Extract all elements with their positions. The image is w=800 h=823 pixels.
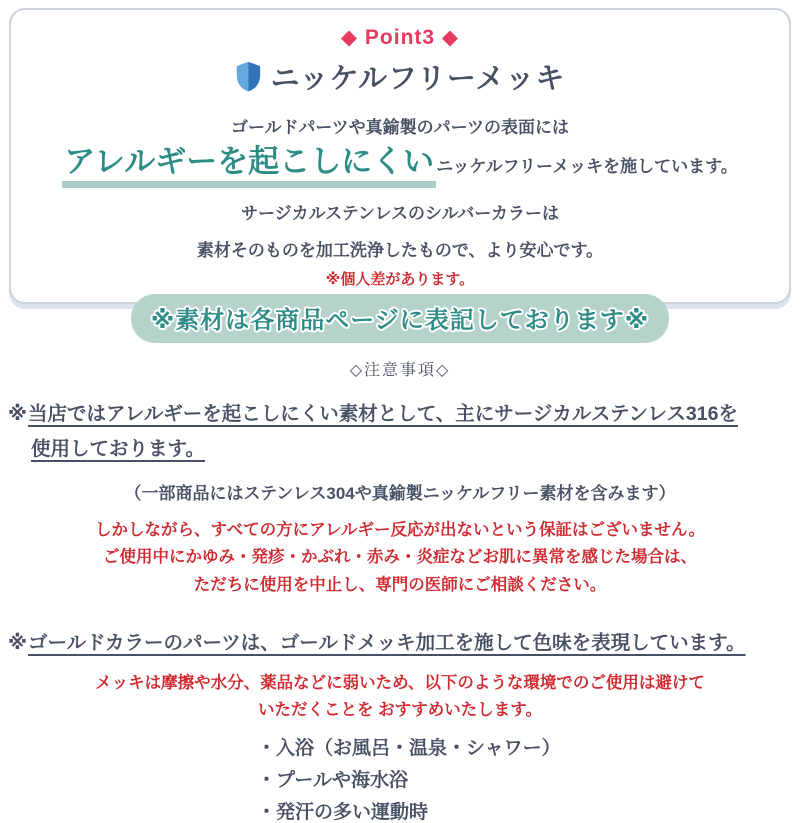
card-line-3: 素材そのものを加工洗浄したもので、より安心です。 <box>196 240 604 260</box>
warning-line: ご使用中にかゆみ・発疹・かぶれ・赤み・炎症などお肌に異常を感じた場合は、 <box>103 548 697 567</box>
warning-line: ただちに使用を中止し、専門の医師にご相談ください。 <box>193 575 607 594</box>
highlight-row <box>11 144 789 188</box>
notice-item-text: 当店ではアレルギーを起こしにくい素材として、主にサージカルステンレス316を <box>27 403 738 425</box>
kome-mark: ※ <box>8 403 27 425</box>
notice-item-text: 使用しております。 <box>31 437 205 460</box>
allergy-warning <box>0 517 800 598</box>
sub-note: （一部商品にはステンレス304や真鍮製ニッケルフリー素材を含みます） <box>124 484 676 504</box>
list-item: ・入浴（お風呂・温泉・シャワー） <box>257 738 561 760</box>
notice-heading: ◇注意事項◇ <box>349 362 451 379</box>
point3-card <box>9 8 791 334</box>
list-item: ・発汗の多い運動時 <box>257 802 429 823</box>
card-line-2: サージカルステンレスのシルバーカラーは <box>240 203 560 223</box>
point-label: ◆ Point3 ◆ <box>340 26 460 49</box>
list-item: ・プールや海水浴 <box>257 770 409 792</box>
card-title: ニッケルフリーメッキ <box>270 63 566 95</box>
notice-item-text: ゴールドカラーのパーツは、ゴールドメッキ加工を施して色味を表現しています。 <box>27 631 746 654</box>
notice-item-line <box>8 397 800 432</box>
shield-icon <box>235 61 262 92</box>
individual-difference-note: ※個人差があります。 <box>325 270 475 288</box>
highlight-text: アレルギーを起こしにくい <box>62 144 436 188</box>
material-note-pill: ※素材は各商品ページに表記しております※ <box>131 294 669 343</box>
kome-mark: ※ <box>8 631 27 654</box>
notice-section <box>0 357 800 822</box>
pill-row <box>11 289 789 343</box>
notice-item-material <box>0 397 800 466</box>
warning-line: メッキは摩擦や水分、薬品などに弱いため、以下のような環境でのご使用は避けて <box>95 674 705 693</box>
warning-line: いただくことを おすすめいたします。 <box>258 701 542 720</box>
plating-warning <box>0 670 800 724</box>
avoid-environment-list <box>0 739 800 822</box>
notice-item-gold <box>0 626 800 661</box>
warning-line: しかしながら、すべての方にアレルギー反応が出ないという保証はございません。 <box>94 521 706 540</box>
card-title-row <box>11 56 789 97</box>
card-line-1: ゴールドパーツや真鍮製のパーツの表面には <box>231 118 569 137</box>
highlight-suffix: ニッケルフリーメッキを施しています。 <box>436 157 738 176</box>
notice-item-line <box>8 432 800 467</box>
notice-item-line <box>8 626 800 661</box>
